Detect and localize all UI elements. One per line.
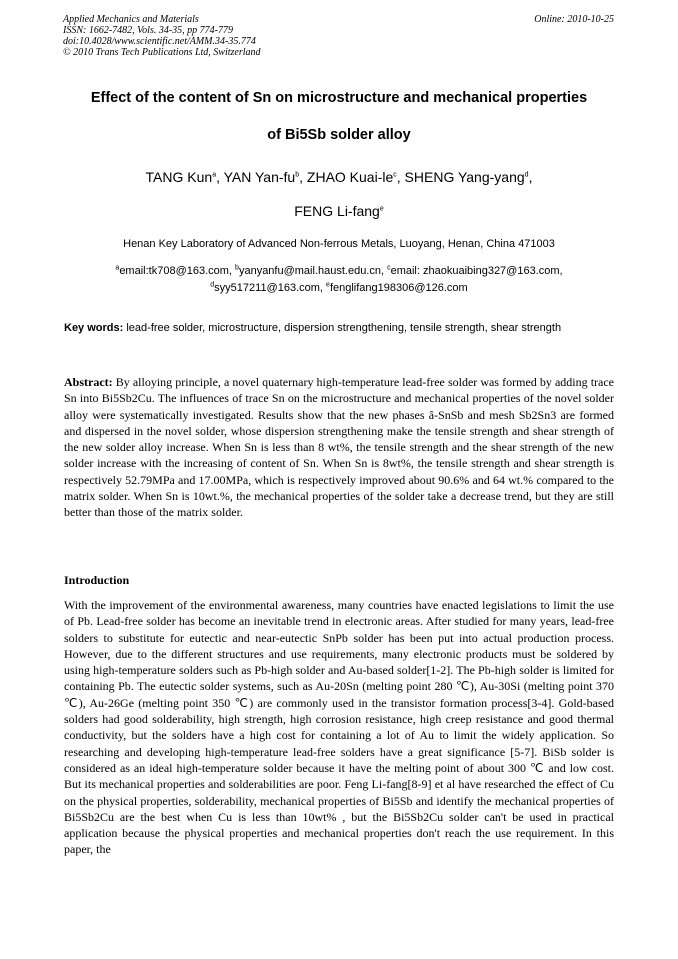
email-address: yanyanfu@mail.haust.edu.cn, xyxy=(238,265,388,277)
email-list-line-1 xyxy=(40,263,638,279)
paper-title-line-2: of Bi5Sb solder alloy xyxy=(267,127,411,143)
introduction-paragraph: With the improvement of the environmental awareness, many countries have enacted legislations to limit the use of Pb. Lead-free solder has become an inevitable trend in electronic areas. After studied for many years, lead-free solders to substitute for eutectic and near-eutectic SnPb solder has been put into actual production process. However, due to the different structures and use requirements, many electronic products must be soldered by using high-temperature solders such as Pb-high solder and Au-based solder[1-2]. The Pb-high solder is limited for containing Pb. The eutectic solder systems, such as Au-20Sn (melting point 280 ℃), Au-30Si (melting point 370 ℃), Au-26Ge (melting point 350 ℃) are commonly used in the transistor formation process[3-4]. Gold-based solders had good solderability, high strength, high corrosion resistance, high creep resistance and good thermal conductivity, but the solders have a high cost for containing a lot of Au to limit the widely application. So researching and developing high-temperature lead-free solders have a great significance [5-7]. BiSb solder is considered as an ideal high-temperature solder because it have the melting point of about 300 ℃ and low cost. But its mechanical properties and solderabilities are poor. Feng Li-fang[8-9] et al have researched the effect of Cu on the physical properties, solderability, mechanical properties of Bi5Sb and identify the mechanical properties of Bi5Sb2Cu are the best when Cu is less than 10wt% , but the Bi5Sb2Cu solder can't be used in practical application because the physical properties and mechanical properties don't reach the use requirement. In this paper, the xyxy=(64,598,614,857)
affiliation: Henan Key Laboratory of Advanced Non-ferrous Metals, Luoyang, Henan, China 471003 xyxy=(123,238,555,250)
author-name: ZHAO Kuai-le xyxy=(306,169,394,185)
email-address: email:tk708@163.com, xyxy=(119,265,236,277)
author-name: YAN Yan-fu xyxy=(223,169,296,185)
author-superscript: d xyxy=(524,171,529,179)
email-superscript: c xyxy=(387,264,391,272)
introduction-heading: Introduction xyxy=(64,573,130,587)
author-name: TANG Kun xyxy=(145,169,213,185)
paper-title-line-1: Effect of the content of Sn on microstructure and mechanical properties xyxy=(90,90,588,106)
journal-doi: doi:10.4028/www.scientific.net/AMM.34-35.774 xyxy=(63,36,256,47)
email-superscript: d xyxy=(210,281,215,289)
email-superscript: a xyxy=(115,264,120,272)
journal-name: Applied Mechanics and Materials xyxy=(63,14,199,25)
journal-header xyxy=(63,14,261,58)
email-list-line-2 xyxy=(40,280,638,296)
author-superscript: e xyxy=(379,205,384,213)
online-date: Online: 2010-10-25 xyxy=(534,14,614,25)
author-superscript: b xyxy=(295,171,300,179)
abstract-paragraph xyxy=(64,374,614,521)
abstract-label: Abstract: xyxy=(64,375,113,389)
abstract-text: By alloying principle, a novel quaternary high-temperature lead-free solder was formed by adding trace Sn into Bi5Sb2Cu. The influences of trace Sn on the microstructure and mechanical properties of the novel solder alloy were systematically investigated. Results show that the new phases â-SnSb and mesh Sb2Sn3 are formed and dispersed in the novel solder, whose dispersion strengthening make the tensile strength and shear strength of the new solder alloy increase. When Sn is less than 8 wt%, the tensile strength and the shear strength of the new solder increase with the increasing of content of Sn. When Sn is 8wt%, the tensile strength and shear strength is respectively 52.79MPa and 17.00MPa, which is respectively improved about 90.6% and 64 wt.% compared to the matrix solder. When Sn is 10wt.%, the mechanical properties of the solder take a decrease trend, but they are still better than those of the matrix solder. xyxy=(64,375,614,520)
author-list-line-2 xyxy=(40,203,638,219)
journal-issn: ISSN: 1662-7482, Vols. 34-35, pp 774-779 xyxy=(63,25,233,36)
email-address: email: zhaokuaibing327@163.com, xyxy=(390,265,563,277)
keywords-paragraph xyxy=(64,320,614,336)
journal-copyright: © 2010 Trans Tech Publications Ltd, Switzerland xyxy=(63,47,261,58)
author-superscript: c xyxy=(393,171,397,179)
author-name: FENG Li-fang xyxy=(294,203,380,219)
author-name: SHENG Yang-yang xyxy=(404,169,525,185)
author-superscript: a xyxy=(212,171,217,179)
keywords-label: Key words: xyxy=(64,322,124,334)
email-address: syy517211@163.com, xyxy=(214,282,327,294)
email-superscript: b xyxy=(235,264,239,272)
keywords-text: lead-free solder, microstructure, dispersion strengthening, tensile strength, shear strength xyxy=(123,322,562,334)
email-superscript: e xyxy=(326,281,330,289)
author-list-line-1: TANG Kun$^a$, YAN Yan-$fu^b$, ZHAO Kuai-$le^c$, SHENG Yang-yang$^d$, xyxy=(145,169,533,185)
email-address: fenglifang198306@126.com xyxy=(329,282,468,294)
